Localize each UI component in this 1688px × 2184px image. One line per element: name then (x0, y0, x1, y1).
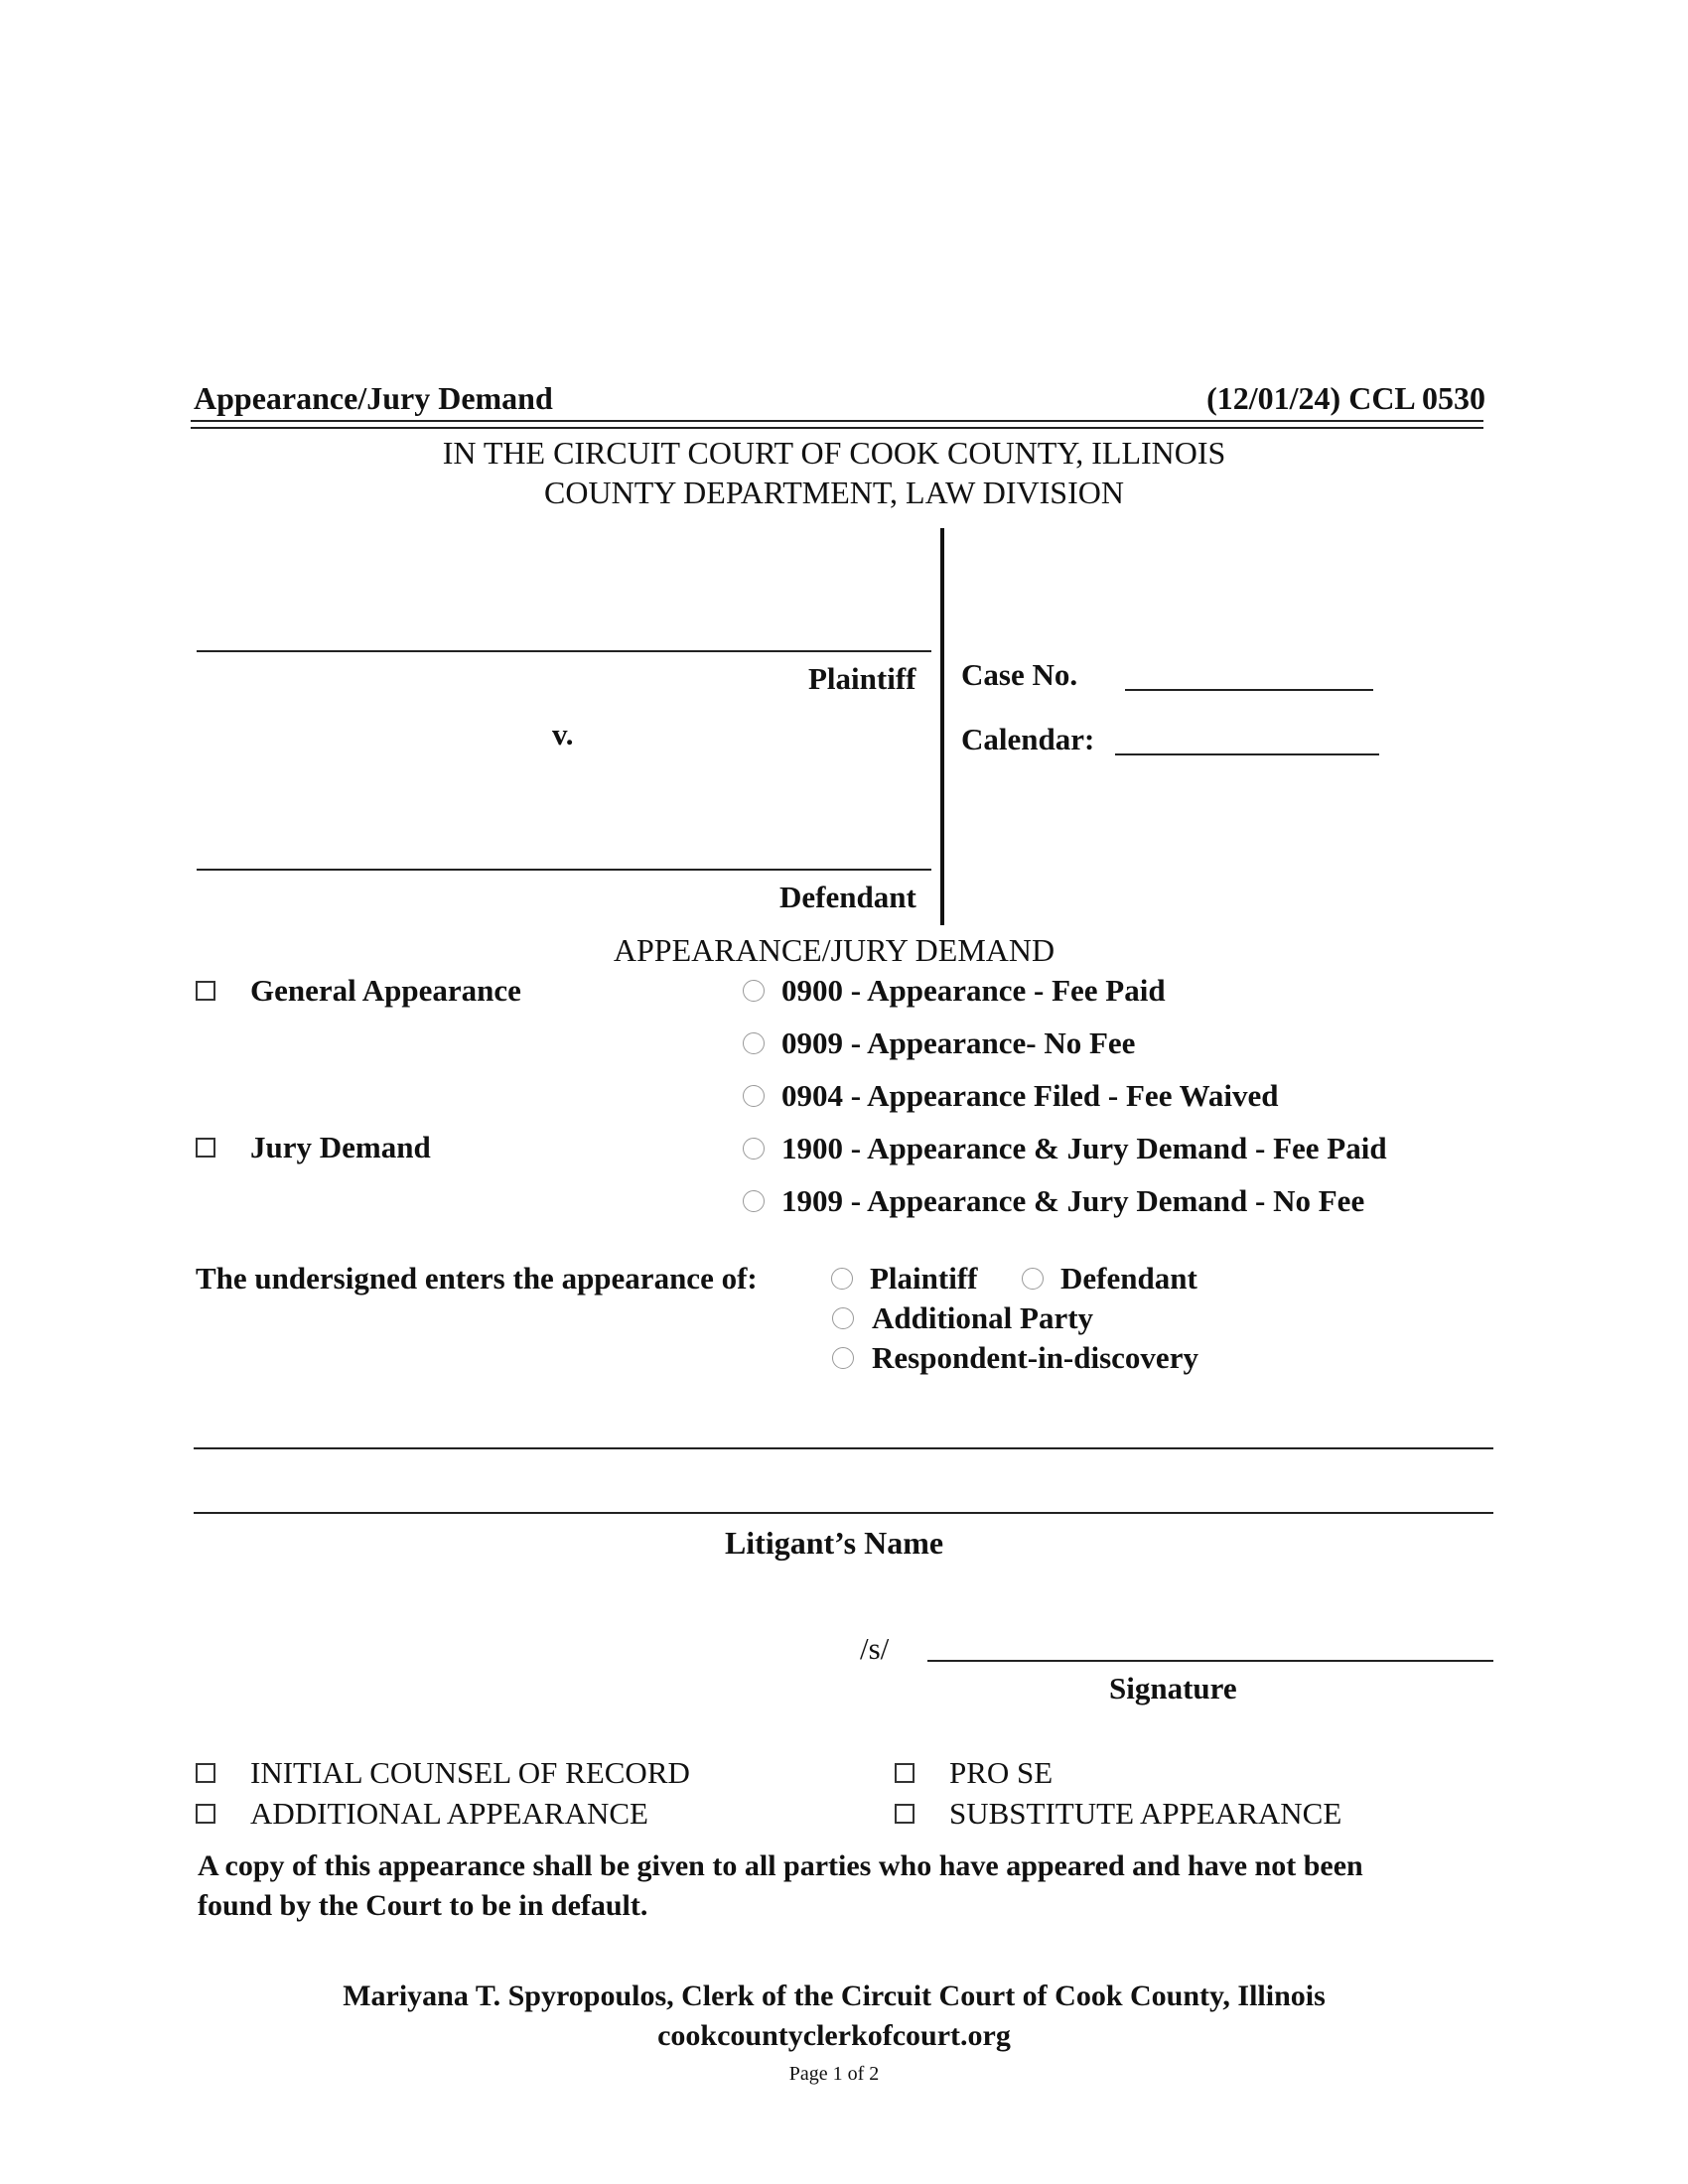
litigant-name-line-2[interactable] (194, 1512, 1493, 1514)
caption-divider (940, 528, 944, 925)
calendar-field[interactable] (1115, 753, 1379, 755)
signature-prefix: /s/ (860, 1631, 890, 1666)
signature-line[interactable] (927, 1660, 1493, 1662)
calendar-label: Calendar: (961, 722, 1095, 756)
litigant-name-label: Litigant’s Name (724, 1525, 944, 1561)
fee-0904-radio[interactable] (743, 1085, 765, 1107)
substitute-appearance-checkbox[interactable] (895, 1804, 914, 1824)
additional-appearance-checkbox[interactable] (196, 1804, 215, 1824)
fee-option-label: 1909 - Appearance & Jury Demand - No Fee (781, 1183, 1365, 1218)
fee-0900-radio[interactable] (743, 980, 765, 1002)
appearance-defendant-radio[interactable] (1022, 1268, 1044, 1290)
fee-option-label: 1900 - Appearance & Jury Demand - Fee Paid (781, 1131, 1387, 1165)
section-title: APPEARANCE/JURY DEMAND (613, 932, 1055, 968)
pro-se-checkbox[interactable] (895, 1763, 914, 1783)
versus-label: v. (552, 717, 574, 751)
appearance-plaintiff-label: Plaintiff (870, 1261, 978, 1296)
fee-0909-radio[interactable] (743, 1032, 765, 1054)
plaintiff-name-line[interactable] (197, 650, 931, 652)
appearance-respondent-radio[interactable] (832, 1347, 854, 1369)
notice-line-2: found by the Court to be in default. (198, 1889, 648, 1922)
defendant-label: Defendant (779, 880, 916, 914)
appearance-of-label: The undersigned enters the appearance of: (196, 1261, 758, 1296)
form-code: (12/01/24) CCL 0530 (1206, 380, 1485, 416)
clerk-website[interactable]: cookcountyclerkofcourt.org (657, 2019, 1011, 2052)
case-no-field[interactable] (1125, 689, 1373, 691)
litigant-name-line-1[interactable] (194, 1447, 1493, 1449)
defendant-name-line[interactable] (197, 869, 931, 871)
fee-1909-radio[interactable] (743, 1190, 765, 1212)
substitute-appearance-label: SUBSTITUTE APPEARANCE (949, 1796, 1342, 1831)
fee-option-label: 0900 - Appearance - Fee Paid (781, 973, 1166, 1008)
general-appearance-checkbox[interactable] (196, 981, 215, 1001)
signature-label: Signature (1109, 1671, 1237, 1706)
header-rule-top (191, 420, 1483, 422)
appearance-additional-party-radio[interactable] (832, 1307, 854, 1329)
jury-demand-label: Jury Demand (250, 1130, 431, 1164)
form-title: Appearance/Jury Demand (194, 380, 553, 416)
plaintiff-label: Plaintiff (808, 661, 916, 696)
case-no-label: Case No. (961, 657, 1078, 692)
appearance-additional-party-label: Additional Party (872, 1300, 1094, 1335)
initial-counsel-checkbox[interactable] (196, 1763, 215, 1783)
fee-option-label: 0904 - Appearance Filed - Fee Waived (781, 1078, 1279, 1113)
court-line-1: IN THE CIRCUIT COURT OF COOK COUNTY, ILLINOIS (442, 435, 1226, 471)
header-rule-bottom (191, 427, 1483, 429)
notice-line-1: A copy of this appearance shall be given to all parties who have appeared and have not been (198, 1849, 1363, 1882)
general-appearance-label: General Appearance (250, 973, 521, 1008)
appearance-plaintiff-radio[interactable] (831, 1268, 853, 1290)
pro-se-label: PRO SE (949, 1755, 1054, 1790)
additional-appearance-label: ADDITIONAL APPEARANCE (250, 1796, 648, 1831)
initial-counsel-label: INITIAL COUNSEL OF RECORD (250, 1755, 690, 1790)
appearance-defendant-label: Defendant (1060, 1261, 1197, 1296)
jury-demand-checkbox[interactable] (196, 1138, 215, 1158)
page-number: Page 1 of 2 (788, 2063, 880, 2085)
appearance-respondent-label: Respondent-in-discovery (872, 1340, 1198, 1375)
court-line-2: COUNTY DEPARTMENT, LAW DIVISION (544, 475, 1124, 510)
clerk-name: Mariyana T. Spyropoulos, Clerk of the Circuit Court of Cook County, Illinois (343, 1979, 1326, 2012)
fee-1900-radio[interactable] (743, 1138, 765, 1160)
fee-option-label: 0909 - Appearance- No Fee (781, 1025, 1136, 1060)
